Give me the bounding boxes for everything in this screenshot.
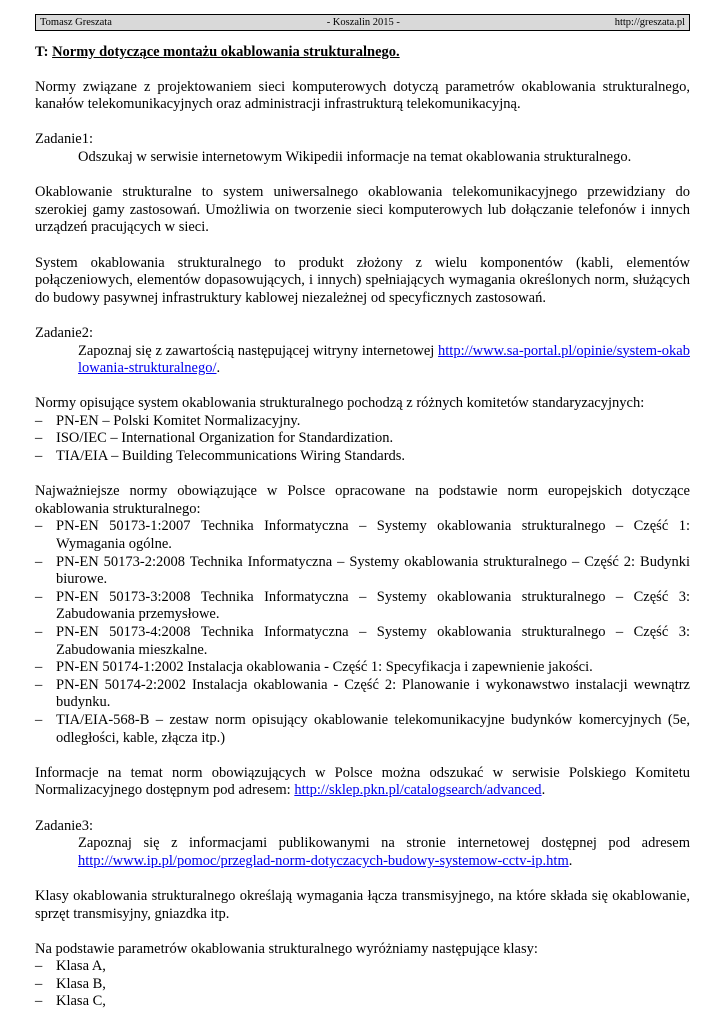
intro-paragraph: Normy związane z projektowaniem sieci komputerowych dotyczą parametrów okablowania strukturalnego, kanałów telekomunikacyjnych oraz administracji infrastrukturą telekomunikacyjną. (35, 78, 690, 113)
document-page (35, 14, 690, 1011)
list-item: – PN-EN 50173-1:2007 Technika Informatyczna – Systemy okablowania strukturalnego – Część 1: Wymagania ogólne. (35, 518, 690, 553)
list-item: – Klasa B, (35, 976, 690, 994)
list-item: – TIA/EIA-568-B – zestaw norm opisujący okablowanie telekomunikacyjne budynków komercyjnych (5e, odległości, kable, złącza itp.) (35, 712, 690, 747)
list-item: – TIA/EIA – Building Telecommunications Wiring Standards. (35, 448, 690, 466)
paragraph-system: System okablowania strukturalnego to produkt złożony z wielu komponentów (kabli, elementów połączeniowych, elementów dopasowujących, i innych) spełniających wymagania określonych norm, służących do budowy pasywnej infrastruktury kablowej niezależnej od specyficznych zastosowań. (35, 254, 690, 306)
header-location: - Koszalin 2015 - (326, 17, 400, 28)
classes-intro: Na podstawie parametrów okablowania strukturalnego wyróżniamy następujące klasy: (35, 940, 538, 957)
list-item: – Klasa A, (35, 958, 690, 976)
task3-link[interactable]: http://www.ip.pl/pomoc/przeglad-norm-dotyczacych-budowy-systemow-cctv-ip.htm (78, 852, 569, 869)
list-item: – PN-EN 50173-3:2008 Technika Informatyczna – Systemy okablowania strukturalnego – Część 3: Zabudowania przemysłowe. (35, 589, 690, 624)
pkn-paragraph: Informacje na temat norm obowiązujących w Polsce można odszukać w serwisie Polskiego Komitetu Normalizacyjnego dostępnym pod adresem: http://sklep.pkn.pl/catalogsearch/advanced. (35, 764, 690, 799)
title-prefix: T: (35, 44, 53, 60)
list-item: – PN-EN 50173-4:2008 Technika Informatyczna – Systemy okablowania strukturalnego – Część 3: Zabudowania mieszkalne. (35, 624, 690, 659)
title-text: Normy dotyczące montażu okablowania strukturalnego. (52, 44, 400, 60)
classes-list (35, 958, 690, 1011)
paragraph-definition: Okablowanie strukturalne to system uniwersalnego okablowania telekomunikacyjnego przewidziany do szerokiej gamy zastosowań. Umożliwia on tworzenie sieci komputerowych lub dołączanie telefonów i innych urządzeń pracujących w sieci. (35, 184, 690, 236)
header-author: Tomasz Greszata (40, 17, 112, 28)
committees-intro: Normy opisujące system okablowania strukturalnego pochodzą z różnych komitetów standaryzacyjnych: (35, 395, 645, 412)
task3-text: Zapoznaj się z informacjami publikowanymi na stronie internetowej dostępnej pod adresem http://www.ip.pl/pomoc/przeglad-norm-dotyczacych-budowy-systemow-cctv-ip.htm. (78, 835, 690, 869)
task3-label: Zadanie3: (35, 817, 93, 834)
classes-paragraph: Klasy okablowania strukturalnego określają wymagania łącza transmisyjnego, na które składa się okablowanie, sprzęt transmisyjny, gniazdka itp. (35, 887, 690, 922)
norms-intro: Najważniejsze normy obowiązujące w Polsce opracowane na podstawie norm europejskich dotyczące okablowania strukturalnego: (35, 483, 690, 517)
norms-list (35, 518, 690, 747)
list-item: – PN-EN 50173-2:2008 Technika Informatyczna – Systemy okablowania strukturalnego – Część 2: Budynki biurowe. (35, 554, 690, 589)
task2-label: Zadanie2: (35, 324, 93, 341)
header-site: http://greszata.pl (614, 17, 685, 28)
task2-text: Zapoznaj się z zawartością następującej witryny internetowej http://www.sa-portal.pl/opinie/system-okablowania-strukturalnego/. (78, 342, 690, 377)
task1-text: Odszukaj w serwisie internetowym Wikipedii informacje na temat okablowania strukturalnego. (78, 148, 632, 165)
list-item: – PN-EN 50174-1:2002 Instalacja okablowania - Część 1: Specyfikacja i zapewnienie jakości. (35, 659, 690, 677)
list-item: – PN-EN – Polski Komitet Normalizacyjny. (35, 413, 690, 431)
document-title (35, 44, 690, 61)
list-item: – ISO/IEC – International Organization for Standardization. (35, 430, 690, 448)
pkn-link[interactable]: http://sklep.pkn.pl/catalogsearch/advanced (294, 782, 542, 799)
list-item: – PN-EN 50174-2:2002 Instalacja okablowania - Część 2: Planowanie i wykonawstwo instalacji wewnątrz budynku. (35, 677, 690, 712)
page-header (35, 14, 690, 31)
committees-list (35, 413, 690, 466)
task2-link[interactable]: http://www.sa-portal.pl/opinie/system-okablowania-strukturalnego/ (78, 342, 690, 377)
task1-label: Zadanie1: (35, 131, 93, 148)
list-item: – Klasa C, (35, 993, 690, 1011)
